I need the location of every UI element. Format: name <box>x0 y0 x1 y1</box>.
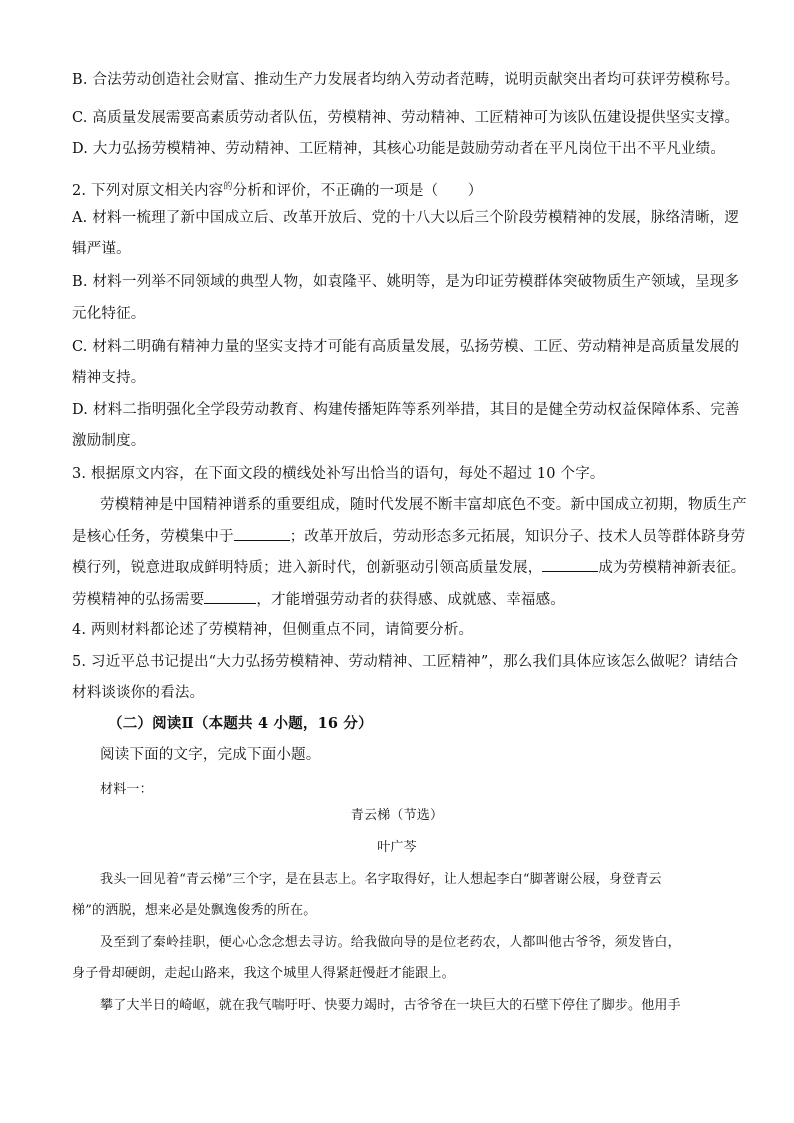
q3-passage-line2 <box>72 526 745 547</box>
q2-option-d-line2: 激励制度。 <box>72 433 146 449</box>
q2-option-a-line1: A. 材料一梳理了新中国成立后、改革开放后、党的十八大以后三个阶段劳模精神的发展，脉络清晰，逻 <box>72 210 740 226</box>
question-5-line1: 5. 习近平总书记提出“大力弘扬劳模精神、劳动精神、工匠精神”，那么我们具体应该怎么做呢？请结合 <box>72 654 739 670</box>
material-1-label: 材料一： <box>100 782 153 797</box>
option-d-line: D. 大力弘扬劳模精神、劳动精神、工匠精神，其核心功能是鼓励劳动者在平凡岗位干出不平凡业绩。 <box>72 141 726 157</box>
q3-passage-line3-b: 成为劳模精神新表征。 <box>598 560 746 576</box>
fill-blank-3[interactable] <box>204 589 256 604</box>
fill-blank-1[interactable] <box>234 526 290 541</box>
question-2-mark: 的 <box>223 182 233 192</box>
q3-passage-line4 <box>72 589 565 610</box>
story-paragraph-1-line1: 我头一回见着“青云梯”三个字，是在县志上。名字取得好，让人想起李白“脚著谢公屐，身登青云 <box>100 872 662 887</box>
story-paragraph-2-line1: 及至到了秦岭挂职，便心心念念想去寻访。给我做向导的是位老药农，人都叫他古爷爷，须发皆白， <box>100 935 681 950</box>
q2-option-c-line2: 精神支持。 <box>72 370 146 386</box>
option-b-line: B. 合法劳动创造社会财富、推动生产力发展者均纳入劳动者范畴，说明贡献突出者均可获评劳模称号。 <box>72 72 740 88</box>
question-4: 4. 两则材料都论述了劳模精神，但侧重点不同，请简要分析。 <box>72 622 474 638</box>
q3-passage-line3 <box>72 557 745 578</box>
story-paragraph-2-line2: 身子骨却硬朗，走起山路来，我这个城里人得紧赶慢赶才能跟上。 <box>72 966 455 981</box>
q2-option-a-line2: 辑严谨。 <box>72 241 131 257</box>
q2-option-b-line2: 元化特征。 <box>72 306 146 322</box>
question-5-line2: 材料谈谈你的看法。 <box>72 685 205 701</box>
question-2-text-a: 2. 下列对原文相关内容 <box>72 183 224 199</box>
q3-passage-line2-b: ；改革开放后，劳动形态多元拓展，知识分子、技术人员等群体跻身劳 <box>289 529 746 545</box>
q3-passage-line3-a: 模行列，锐意进取成鲜明特质；进入新时代，创新驱动引领高质量发展， <box>72 560 543 576</box>
section-2-intro: 阅读下面的文字，完成下面小题。 <box>100 747 321 763</box>
option-c-line: C. 高质量发展需要高素质劳动者队伍，劳模精神、劳动精神、工匠精神可为该队伍建设提供坚实支撑。 <box>72 110 740 126</box>
story-paragraph-3-line1: 攀了大半日的崎岖，就在我气喘吁吁、快要力竭时，古爷爷在一块巨大的石壁下停住了脚步。他用手 <box>100 998 681 1013</box>
story-paragraph-1-line2: 梯”的洒脱，想来必是处飘逸俊秀的所在。 <box>72 903 317 918</box>
article-author: 叶广芩 <box>377 840 417 855</box>
question-2 <box>72 177 482 201</box>
q2-option-c-line1: C. 材料二明确有精神力量的坚实支持才可能有高质量发展，弘扬劳模、工匠、劳动精神是高质量发展的 <box>72 339 740 355</box>
q2-option-b-line1: B. 材料一列举不同领域的典型人物，如袁隆平、姚明等，是为印证劳模群体突破物质生产领域，呈现多 <box>72 274 740 290</box>
section-heading-2: （二）阅读Ⅱ（本题共 4 小题，16 分） <box>108 715 373 732</box>
q3-passage-line2-a: 是核心任务，劳模集中于 <box>72 529 234 545</box>
q3-passage-line1: 劳模精神是中国精神谱系的重要组成，随时代发展不断丰富却底色不变。新中国成立初期，物质生产 <box>100 497 747 513</box>
question-3: 3. 根据原文内容，在下面文段的横线处补写出恰当的语句，每处不超过 10 个字。 <box>72 466 605 482</box>
fill-blank-2[interactable] <box>542 557 598 572</box>
q2-option-d-line1: D. 材料二指明强化全学段劳动教育、构建传播矩阵等系列举措，其目的是健全劳动权益保障体系、完善 <box>72 402 740 418</box>
q3-passage-line4-a: 劳模精神的弘扬需要 <box>72 592 205 608</box>
article-title: 青云梯（节选） <box>350 808 444 823</box>
question-2-text-b: 分析和评价，不正确的一项是（ ） <box>232 183 483 199</box>
q3-passage-line4-b: ，才能增强劳动者的获得感、成就感、幸福感。 <box>256 592 566 608</box>
